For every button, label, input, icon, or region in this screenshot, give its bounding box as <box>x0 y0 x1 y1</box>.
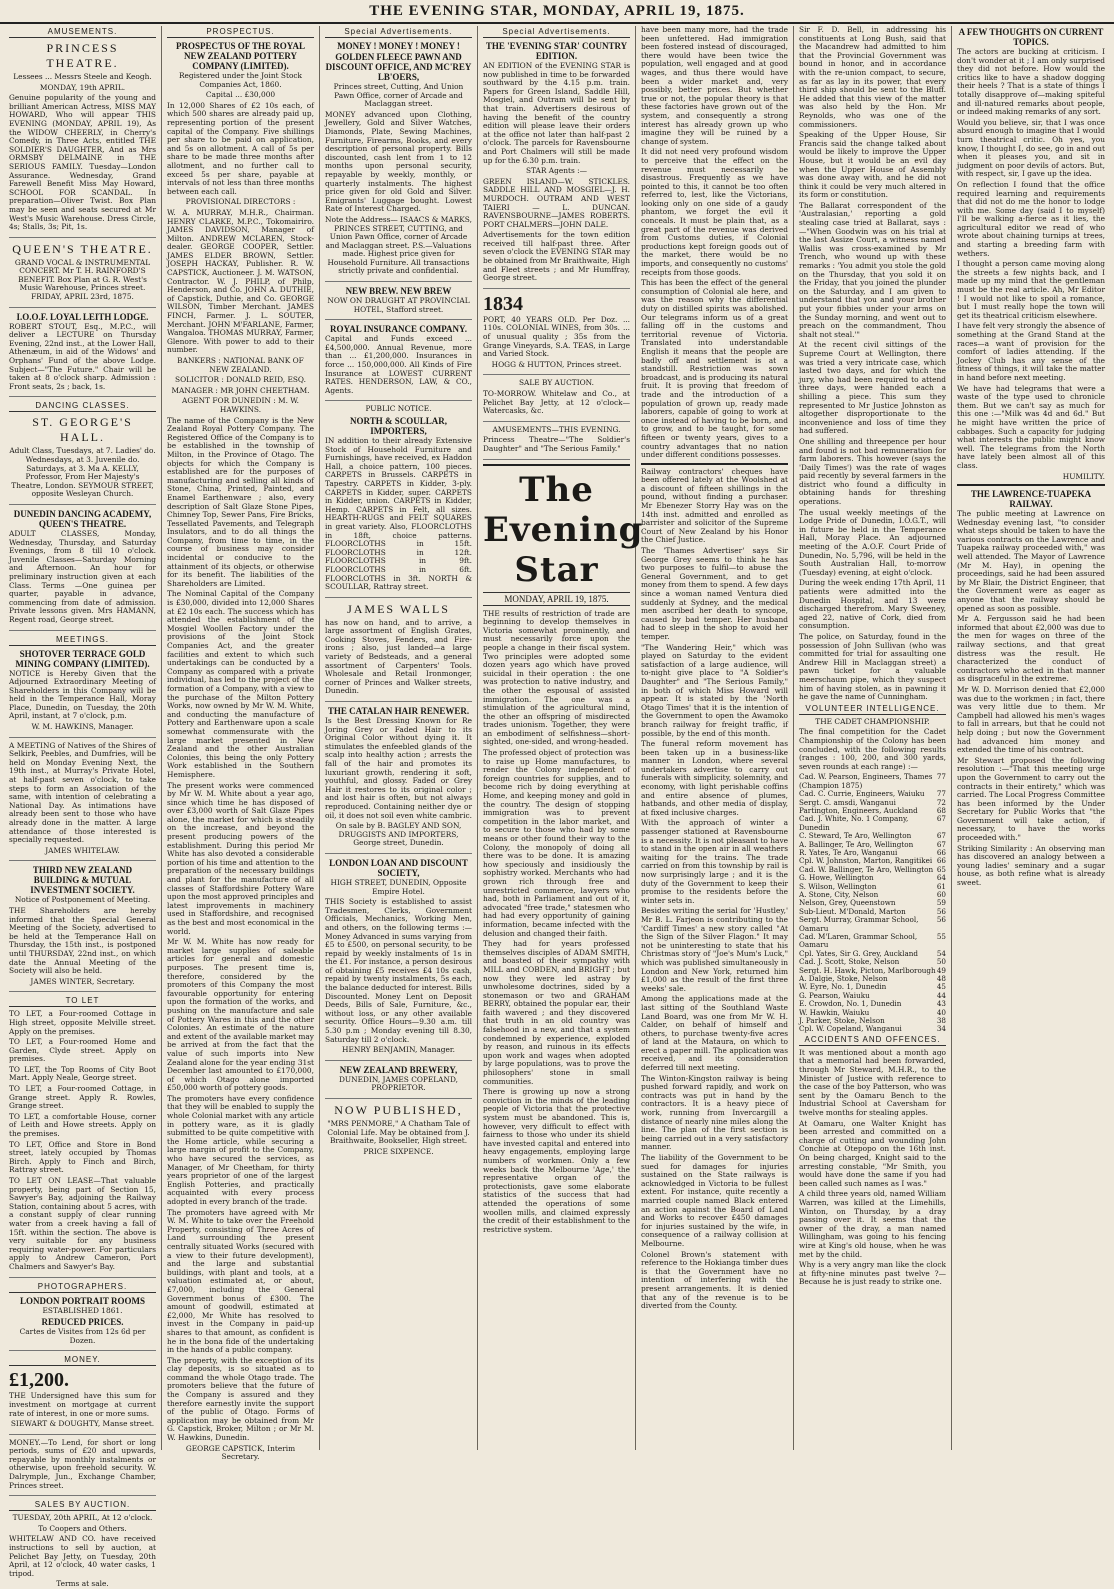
cadet-name: Cpl. W. Copeland, Wanganui <box>799 1024 902 1034</box>
leader-paragraph: There is growing up now a strong conviction in the minds of the leading people of Victoria that the protective system must be abandoned. This is, however, very difficult to effect with fairness to those who under its shield have invested capital and entered into heavy engagements, employing large numbers of workmen. Only a few weeks back the Melbourne 'Age,' the representative organ of the protectionists, gave some elaborate statistics of the success that had attended the operations of some woollen mills, and claimed expressly the credit of their establishment to the restrictive system. <box>483 1087 630 1234</box>
column-amusements <box>4 26 162 1589</box>
auction-ad <box>9 1514 156 1589</box>
news-item: The liability of the Government to be sued for damages for injuries sustained on the State railways is acknowledged in Victoria to be fullest extent. For instance, quite recently a married couple named Black entered an action against the Board of Land and Works to recover £450 damages for injuries sustained by the wife, in consequence of a railway collision at Melbourne. <box>641 1153 788 1248</box>
money-amount: £1,200. <box>9 1369 69 1392</box>
ad-body: NOTICE is Hereby Given that the Adjourned Extraordinary Meeting of Shareholders in this Company will be held in the Temperance Hall, Moray Place, Dunedin, on Tuesday, the 20th April, instant, at 7 o'clock, p.m. <box>9 668 156 721</box>
news-item: The Winton-Kingston railway is being pushed forward rapidly, and work on contracts was put in hand by the contractors. It is a heavy piece of work, running from Invercargill a distance of nearly nine miles along the line. The plan of the first section is being carried out in a very satisfactory manner. <box>641 1073 788 1152</box>
solicitor: SOLICITOR : DONALD REID, ESQ. <box>175 375 306 385</box>
ad-line: Terms at sale. <box>56 1579 109 1589</box>
cadet-name: C. Steward, Te Aro, Wellington <box>799 831 912 841</box>
section-heading: PHOTOGRAPHERS. <box>9 1282 156 1293</box>
agent: AGENT FOR DUNEDIN : M. W. HAWKINS. <box>182 396 299 414</box>
ad-body: MONEY advanced upon Clothing, Jewellery, Gold and Silver Watches, Diamonds, Plate, Sewing Machines, Furniture, Firearms, Books, and every description of personal property. Bills discounted, cash lent from 1 to 12 months upon personal security, repayable by weekly, monthly, or quarterly instalments. The highest price given for old Gold and Silver. Emigrants' Luggage bought. Lowest Rate of Interest Charged. <box>325 109 472 214</box>
news-item: Among the applications made at the last sitting of the Southland Waste Land Board, was one from Mr W. H. Calder, on behalf of himself and others, to purchase twenty-five acres of land at the Mataura, on which to erect a paper mill. The application was received, and its consideration deferred till next meeting. <box>641 994 788 1073</box>
cadet-score: 45 <box>936 982 946 992</box>
news-item: During the week ending 17th April, 11 patients were admitted into the Dunedin Hospital, and 13 were discharged therefrom. Mary Sweeney, aged 22, native of Cork, died from consumption. <box>799 578 946 631</box>
ad-line: STAR Agents :— <box>525 166 588 176</box>
cadet-name: Cad. C. Currie, Engineers, Waiuku <box>799 789 925 799</box>
news-item: At the recent civil sittings of the Supreme Court at Wellington, there was tried a very intricate case, which lasted two days, and for which the jury, who had been required to attend three days, were handed each a shilling a piece. This sum they represented to Mr Justice Johnston as altogether disproportionate to the inconvenience and loss of time they had suffered. <box>799 340 946 436</box>
cadet-name: Nelson, Grey, Queenstown <box>799 898 896 908</box>
leader-paragraph: The professed object of protection was to raise up Home manufactures, to render the Colony independent of foreign countries for supplies, and to become rich by doing everything at Home, and keeping money and gold in the country. The design of stopping immigration was to prevent competition in the labor market, and to secure to those who had by some means or other found their way to the Colony, the monopoly of doing all there was to be done. It is amazing how speciously and insidiously the sophistry worked. Merchants who had grown rich through free and unrestricted commerce, lawyers who had, both in Parliament and out of it, advocated "free trade," statesmen who had had every opportunity of gaining information, became infected with the delusion and changed their faith. <box>483 748 630 938</box>
ad-body: GRAND VOCAL & INSTRUMENTAL CONCERT. Mr T. H. RAINFORD'S BENEFIT. Box Plan at G. R. West's Music Warehouse, Princes street. FRIDAY, APRIL 23rd, 1875. <box>14 257 151 302</box>
ad-signature: JAMES WINTER, Secretary. <box>30 976 135 986</box>
accidents-heading: ACCIDENTS AND OFFENCES. <box>799 1035 946 1046</box>
ad-line: SALE BY AUCTION. <box>518 378 595 388</box>
cadet-name: Cad. W. Pearson, Engineers, Thames (Champion 1875) <box>799 772 933 790</box>
article-paragraph: Mr A. Fergusson said he had been informed that about £2,000 was due to the men for wages on three of the railway sections, and that great distress was the result. He characterized the conduct of contractors who acted in that manner as disgraceful in the extreme. <box>957 614 1105 684</box>
ad-line: Princes street, Cutting, And Union Pawn Office, corner of Arcade and Maclaggan street. <box>333 82 464 109</box>
building-society-ad <box>9 865 156 992</box>
cadet-score: 65 <box>936 864 946 874</box>
ad-body: Adult Class, Tuesdays, at 7. Ladies' do. Wednesdays, at 3. Juvenile do. Saturdays, at 3. Ma A. KELLY, Professor, From Her Majesty's Theatre, London. SEYMOUR STREET, opposite Wesleyan Church. <box>9 446 156 499</box>
cadet-name: G. Howe, Wellington <box>799 873 874 883</box>
ad-line: AMUSEMENTS—THIS EVENING. <box>492 424 621 434</box>
cadet-score: 66 <box>936 847 946 857</box>
section-heading: AMUSEMENTS. <box>9 27 156 38</box>
article-paragraph: On reflection I found that the office required learning and requirements that did not do me the honor to lodge with me. Some day (said I to myself) I'll be walking a-fierce as it lies, the agricultural editor we read of who wrote about chaining turnips at trees, and starting a breeding farm with wethers. <box>957 179 1105 258</box>
prospectus-body: The promoters have agreed with Mr W. M. White to take over the Freehold Property, consisting of Three Acres of Land surrounding the present centrally situated Works (secured with a view to their future development), and the large and substantial buildings, with plant and tools, at a valuation estimated at, or about, £7,000, including the General Government bonus of £300. The amount of goodwill, estimated at £2,000, Mr White has resolved to invest in the Company in paid-up shares to that amount, as confident is he in the bona fide of the undertaking in the hands of a public company. <box>167 1207 314 1355</box>
ad-body: "MRS PENMORE," A Chatham Tale of Colonial Life. May be obtained from J. Braithwaite, Bookseller, High street. <box>327 1119 470 1146</box>
cadet-score: 72 <box>936 797 946 807</box>
cadet-score: 43 <box>936 999 946 1009</box>
cadet-score: 61 <box>936 881 946 891</box>
cadet-name: E. Crowdon, No. 1, Dunedin <box>799 999 902 1009</box>
now-published-ad <box>325 1103 472 1156</box>
ad-body: Advertisements for the town edition received till half-past three. After seven o'clock the EVENING STAR may be obtained from Mr Braithwaite, High and Fleet streets ; and Mr Humffray, George street. <box>483 230 631 283</box>
ad-body: has now on hand, and to arrive, a large assortment of English Grates, Cooking Stoves, Fenders, and Fire-irons ; also, just landed—a large variety of Bedsteads, and a general assortment of Carpenters' Tools. Wholesale and Retail Ironmonger, corner of Princes and Walker streets, Dunedin. <box>325 617 472 696</box>
cadet-name: Cpl. Yates, Sir G. Grey, Auckland <box>799 948 918 958</box>
article-paragraph: Striking Similarity : An observing man has discovered an analogy between a young ladies' seminary and a sugar house, as both refine what is already sweet. <box>957 843 1105 888</box>
ad-title: NOW PUBLISHED, <box>334 1103 463 1117</box>
ad-title: THIRD NEW ZEALAND BUILDING & MUTUAL INVESTMENT SOCIETY. <box>30 865 135 896</box>
divider <box>483 464 630 466</box>
article-signature: HUMILITY. <box>1062 471 1105 481</box>
cadet-name: Cad. W. Ballinger, Te Aro, Wellington <box>799 864 934 874</box>
section-heading: DANCING CLASSES. <box>9 401 156 412</box>
cadet-score: 67 <box>936 814 946 824</box>
sale-notice <box>483 379 630 421</box>
port-year: 1834 <box>483 292 523 315</box>
ad-body: MONEY.—To Lend, for short or long periods, sums of £20 and upwards, repayable by monthly instalments or otherwise, upon freehold security. W. Dalrymple, Jun., Exchange Chamber, Princes street. <box>9 1437 156 1490</box>
leader-paragraph: This has been the effect of the general consumption of Colonial ale here, and was the reason why the differential duty on distilled spirits was abolished. Our telegrams inform us of a great falling off in the customs and territorial revenue of Victoria. Translated into understandable English it means that the people are badly off and settlement is at a standstill. Restriction was sown broadcast, and is producing its natural fruit. It is proving that freedom of trade and the introduction of a population of grown up, ready made laborers, capable of going to work at once instead of having to be born, and to grow, and to be taught, for some fifteen or twenty years, gives to a country advantages that no nation under different conditions possesses. <box>641 278 788 460</box>
ad-title: PRINCESS THEATRE. <box>46 41 119 70</box>
money-lend-ad <box>9 1439 156 1497</box>
ad-body: WHITELAW AND CO. have received instructions to sell by auction, at Pelichet Bay Jetty, on Tuesday, 20th April, at 12 o'clock, 40 water casks, 1 tripod. <box>9 1534 156 1578</box>
cadet-score: 59 <box>936 898 946 908</box>
section-heading: TO LET <box>9 996 156 1007</box>
news-item: Why is a very angry man like the clock at fifty-nine minutes past twelve ?—Because he is just ready to strike one. <box>799 1260 946 1287</box>
ad-signature: W. M. HAWKINS, Manager. <box>31 722 134 732</box>
cadet-score: 50 <box>936 957 946 967</box>
prospectus-body: The name of the Company is the New Zealand Royal Pottery Company. The Registered Office of the Company is to be established in the township of Milton, in the Province of Otago. The objects for which the Company is established are for the purposes of manufacturing and selling all kinds of Stone, China, Printed, Painted, and Enamel Earthenware ; also, every description of Salt Glaze Stone Pipes, Chimney Top, Sewer Pans, Fire Bricks, Tessellated Pavements, and Telegraph Insulators, and to do all things the Company, from time to time, in the course of business may consider incidental or conducive to the attainment of its objects, or otherwise for its benefit. The liabilities of the Shareholders are Limited. <box>167 415 314 588</box>
ad-body: PORT, 40 YEARS OLD. Per Doz. ... 110s. COLONIAL WINES, from 30s. ... of unusual quality ; 35s from the Grange Vineyards, S.A. TEAS, in Large and Varied Stock. <box>483 314 630 359</box>
to-let-list <box>9 1010 156 1277</box>
divider <box>957 484 1105 486</box>
cadet-score: 60 <box>936 889 946 899</box>
column-prospectus <box>162 26 320 1462</box>
prospectus-capital: Capital ... £30,000 <box>205 90 276 100</box>
ad-signature: HENRY BENJAMIN, Manager. <box>342 1045 455 1055</box>
cadet-name: Cad. J. Scott, Stoke, Nelson <box>799 957 900 967</box>
section-heading: SALES BY AUCTION. <box>9 1500 156 1511</box>
news-item: "The Wandering Heir," which was played on Saturday to the evident satisfaction of a large audience, will to-night give place to "A Soldier's Daughter" and "The Serious Family," in both of which Miss Howard will appear. It is stated by the 'North Otago Times' that it is the intention of the Government to open the Awamoko branch railway for freight traffic, if possible, by the end of this month. <box>641 642 788 738</box>
news-item: It was mentioned about a month ago that a memorial had been forwarded, through Mr Steward, M.H.R., to the Minister of Justice with reference to the case of the boy Patterson, who was sent by the Oamaru Bench to the Industrial School at Caversham for twelve months for stealing apples. <box>799 1047 946 1118</box>
news-item: The funeral reform movement has been taken up in a business-like manner in London, where several undertakers advertise to carry out funerals with simplicity, solemnity, and economy, with light perishable coffins and entire absence of plumes, hatbands, and other media of display, at fixed inclusive charges. <box>641 739 788 817</box>
ad-title: JAMES WALLS <box>347 601 450 616</box>
princess-theatre-ad <box>9 41 156 238</box>
james-walls-ad <box>325 602 472 702</box>
cadet-score: 77 <box>936 772 946 782</box>
natives-meeting-ad <box>9 742 156 862</box>
ad-signature: SIEWART & DOUGHTY, Manse street. <box>10 1419 155 1429</box>
st-georges-hall-ad <box>9 415 156 505</box>
cadet-name: W. Eyre, No. 1, Dunedin <box>799 982 887 992</box>
ad-line: TUESDAY, 20th APRIL, At 12 o'clock. <box>12 1513 153 1523</box>
loan-society-ad <box>325 858 472 1061</box>
table-row <box>799 1025 946 1033</box>
ad-body: DUNEDIN, JAMES COPELAND, PROPRIETOR. <box>338 1074 459 1093</box>
cadet-intro: The final competition for the Cadet Championship of the Colony has been concluded, with the following results (ranges : 100, 200, and 300 yards, seven rounds at each range) :— <box>799 727 946 771</box>
ad-line: To Coopers and Others. <box>38 1523 127 1533</box>
leader-paragraph: They had for years professed themselves disciples of ADAM SMITH, and boasted of their sympathy with MILL and COBDEN, and BRIGHT ; but now they were led astray by unwholesome doctrines, sided by a stonemason or two and GRAHAM BERRY, obtained the popular ear, their faith wavered ; and they discovered that truth in an old country was falsehood in a new, and that a system condemned by experience, exploded by reason, and ruinous in its effects upon work and wages when adopted by large populations, was to prove the philosophers' stone in small communities. <box>483 939 630 1086</box>
prospectus-body: In 12,000 Shares of £2 10s each, of which 500 shares are already paid up, representing portion of the present capital of the Company. Five shillings per share to be paid on application, and 5s on allotment. A call of 5s per share to be made three months after allotment, and no further call to exceed 5s per share, payable at intervals of not less than three months between each call. <box>167 100 314 196</box>
cadet-heading: THE CADET CHAMPIONSHIP. <box>815 716 930 726</box>
ad-title: GOLDEN FLEECE PAWN AND DISCOUNT OFFICE, AND MC'REY LB'OERS, <box>325 52 472 82</box>
ad-body: ADULT CLASSES, Monday, Wednesday, Thursday, and Saturday Evenings, from 8 till 10 o'clock. Juvenile Classes—Saturday Morning and Afternoon. An hour for preliminary instruction given at each Class. Terms —One guinea per quarter, payable in advance, commencing from date of admission. Private lessons given. Mrs HAMANN, Regent road, George street. <box>9 528 156 624</box>
prospectus-body: The property, with the exception of its clay deposits, is so situated as to command the whole Otago trade. The promoters believe that the future of the Company is assured and they therefore earnestly invite the support of the public of Otago. Forms of application may be obtained from Mr G. Capstick, Broker, Milton ; or Mr M. W. Hawkins, Dunedin. <box>167 1355 314 1443</box>
port-wine-ad <box>483 293 630 376</box>
cadet-score: 67 <box>936 831 946 841</box>
news-item: At Oamaru, one Walter Knight has been arrested and committed on a charge of cutting and wounding John Conchie at Otepopo on the 16th inst. On being charged, Knight said to the arresting constable, "Mr Smith, you would have done the same if you had been called such names as I was." <box>799 1118 946 1188</box>
directors-list: W. A. MURRAY, M.H.R., Chairman. HENRY CLARKE, M.P.C., Tokomairiro. JAMES DAVIDSON, Manager of Milton. ANDREW MCLAREN, Stock-dealer. GEORGE COOPER, Settler. JAMES ELDER BROWN, Settler. JOSEPH HACKAY, Publisher. R. W. CAPSTICK, Auctioneer. J. M. WATSON, Contractor. W. J. PHILP, of Philp, Henderson, and Co. JOHN A. DUTHIE, of Capstick, Duthie, and Co. GEORGE WILSON, Timber Merchant. JAMES FINCH, Farmer. J. L. SOUTER, Merchant. JOHN M'FARLANE, Farmer, Wangaloa. THOMAS MURRAY, Farmer, Glenore. With power to add to their number. <box>167 207 314 355</box>
cadet-score: 64 <box>936 873 946 883</box>
cadet-score: 34 <box>936 1024 946 1034</box>
list-item: TO LET, the Top Rooms of City Boot Mart. Apply Neale, George street. <box>9 1064 156 1083</box>
queens-theatre-ad <box>9 242 156 308</box>
cadet-name: A. Dalgie, Stoke, Nelson <box>799 974 888 984</box>
news-item: A child three years old, named William Warren, was killed at the Limehills, Winton, on Thursday, by a dray passing over it. It seems that the owner of the dray, a man named Willingham, was going to his fencing wire at King's old house, when he was met by the child. <box>799 1189 946 1259</box>
article-title: THE LAWRENCE-TUAPEKA RAILWAY. <box>970 489 1092 510</box>
prospectus-body: The promoters have every confidence that they will be enabled to supply the whole Colonial market with any article in pottery ware, as it is gladly submitted to be quite competitive with the Home article, while securing a large margin of profit to the Company, who have secured the services, as Manager, of Mr Cheetham, for thirty years proprietor of one of the largest English Potteries, and practically acquainted with every process adopted in every branch of the trade. <box>167 1093 314 1206</box>
news-item: Railway contractors' cheques have been offered lately at the Woolshed at a discount of fifteen shillings in the pound, without finding a purchaser. Mr Ebenezer Storry Hay was on the 14th inst. admitted and enrolled as barrister and solicitor of the Supreme Court of New Zealand by his Honor the Chief Justice. <box>641 466 788 545</box>
ad-body: A MEETING of Natives of the Shires of Selkirk, Peebles, and Dumfries, will be held on Monday Evening Next, the 19th inst., at Murray's Private Hotel, at half-past seven o'clock, to take steps to form an Association of the same, with intention of celebrating a National Day. As intimations have already been sent to those who have already done in the matter. A large attendance of those interested is specially requested. <box>9 740 156 845</box>
article-paragraph: The public meeting at Lawrence on Wednesday evening last, "to consider what steps should be taken to have the various contracts on the Lawrence and Tuapeka railway proceeded with," was well attended. The Mayor of Lawrence (Mr M. Hay), in opening the proceedings, said he had been assured by Mr Blair, the District Engineer, that the Government were as eager as anyone that the railway should be opened as soon as possible. <box>957 509 1105 613</box>
column-leader-continued <box>636 26 794 1450</box>
ad-body: NOW ON DRAUGHT AT PROVINCIAL HOTEL, Stafford street. <box>327 296 470 314</box>
prospectus-body: The Nominal Capital of the Company is £30,000, divided into 12,000 Shares at £2 10s each. The success which has attended the establishment of the Mosgiel Woollen Factory under the provisions of the Joint Stock Companies Act, and the greater facilities and extent to which such undertakings can be conducted by a Company as compared with a private individual, has led to the project of the formation of a Company, with a view to the purchase of the Milton Pottery Works, now owned by Mr W. M. White, and conducting the manufacture of Pottery and Earthenware upon a scale somewhat commensurate with the large market presented in New Zealand and the other Australian Colonies, this being the only Pottery Work established in the Southern Hemisphere. <box>167 589 314 779</box>
ad-title: LONDON PORTRAIT ROOMS <box>19 1295 146 1306</box>
leader-paragraph: THE results of restriction of trade are beginning to develop themselves in Victoria somewhat prominently, and must necessarily force upon the people a change in their fiscal system. Two principles were adopted some dozen years ago which have proved suicidal in their operation : the one was protection to native industry, and the other the espousal of assisted immigration. The one was a stimulation of the agricultural mind, the other an offspring of misdirected trades unionism. Together, they were an embodiment of selfishness—short-sighted, one-sided, and wrong-headed. <box>483 608 630 747</box>
article-paragraph: I have felt very strongly the absence of something at the Grand Stand at the races—a want of provision for the comfort of ladies attending. If the Jockey Club has any sense of the fitness of things, it will take the matter in hand before next meeting. <box>957 321 1105 382</box>
section-heading: Special Advertisements. <box>483 27 630 38</box>
prospectus-body: Mr W. M. White has now ready for market large supplies of saleable articles for general and domestic purposes. The present time is, therefore, considered by the promoters of this Company the most favourable opportunity for entering upon the formation of the works, and pushing on the manufacture and sale of Pottery Wares in this and the other Colonies. An estimate of the nature and extent of the available market may be arrived at from the fact that the value of such imports into New Zealand alone for the year ending 31st December last amounted to £170,000, of which Otago alone imported £50,000 worth of pottery goods. <box>167 937 314 1093</box>
ad-signature: JAMES WHITELAW. <box>45 845 120 855</box>
manager: MANAGER : MR JOHN CHEETHAM. <box>171 385 310 395</box>
section-heading: Special Advertisements. <box>325 27 472 38</box>
country-edition-ad <box>483 41 630 289</box>
cadet-score: 38 <box>936 1016 946 1026</box>
list-item: TO LET ON LEASE—That valuable property, being part of Section 15, Sawyer's Bay, adjoining the Railway Station, containing about 5 acres, with a constant supply of clear running water from a creek having a fall of 15ft. within the section. The above is very suitable for any business requiring water-power. For particulars apply to Andrew Cameron, Port Chalmers and Sawyer's Bay. <box>9 1176 156 1271</box>
ad-line: MONDAY, 19th APRIL. <box>39 82 126 92</box>
ad-body: Note the Address— ISAACS & MARKS, PRINCES STREET, CUTTING, and Union Pawn Office, corner of Arcade and Maclaggan street. P.S.—Valuations made. Highest price given for Household Furniture. All transactions strictly private and confidential. <box>325 214 472 276</box>
bankers: BANKERS : NATIONAL BANK OF NEW ZEALAND. <box>177 356 304 374</box>
ad-title: MONEY ! MONEY ! MONEY ! <box>337 41 460 51</box>
ad-line: PUBLIC NOTICE. <box>365 404 432 414</box>
article-paragraph: Would you believe, sir, that I was once absurd enough to imagine that I would turn theatrical critic. Oh yes, you know, I thought I, do see, go in and out when it pleases you, and sit in judgment on poor devils of actors. But, with respect, sir, I gave up the idea. <box>957 117 1105 179</box>
ad-title: LONDON LOAN AND DISCOUNT SOCIETY, <box>329 857 468 878</box>
list-item: TO LET, Office and Store in Bond street, lately occupied by Thomas Birch. Apply to Finch and Birch, Rattray street. <box>9 1139 156 1175</box>
list-item: TO LET, a comfortable House, corner of Leith and Howe streets. Apply on the premises. <box>9 1111 156 1139</box>
news-item: Sir F. D. Bell, in addressing his constituents at Long Bush, said that the Macandrew had admitted to him that the Provincial Government was bound in honor, and in accordance with the re-union compact, to secure, as far as lay in its power, that every third ship should be sent to the Bluff. He added that this view of the matter was also held by the Hon. Mr Reynolds, who was one of the commissioners. <box>799 25 946 129</box>
money-ad <box>9 1369 156 1434</box>
portrait-rooms-ad <box>9 1296 156 1352</box>
prospectus-signature: GEORGE CAPSTICK, Interim Secretary. <box>185 1443 296 1462</box>
cadet-score: 68 <box>936 805 946 815</box>
section-heading: PROSPECTUS. <box>167 27 314 38</box>
ad-line: ESTABLISHED 1861. <box>42 1305 123 1315</box>
news-item: The usual weekly meetings of the Lodge Pride of Dunedin, I.O.G.T., will in future be held in the Temperance Hall, Moray Place. An adjourned meeting of the A.O.F. Court Pride of Dunedin, No. 5,796, will be held in the South Australian Hall, to-morrow (Tuesday) evening, at eight o'clock. <box>799 507 946 577</box>
cadet-score: 44 <box>936 990 946 1000</box>
ad-title: THE CATALAN HAIR RENEWER. <box>327 706 470 717</box>
cadet-name: Sergt. Murray, Grammar School, Oamaru <box>799 915 919 933</box>
paper-dateline: MONDAY, APRIL 19, 1875. <box>483 592 630 606</box>
ad-title: DUNEDIN DANCING ACADEMY, QUEEN'S THEATRE. <box>13 508 152 529</box>
ad-title: ROYAL INSURANCE COMPANY. <box>330 324 467 335</box>
ad-title: QUEEN'S THEATRE. <box>12 241 153 256</box>
ad-title: NORTH & SCOULLAR, IMPORTERS, <box>350 416 447 436</box>
ad-line: HIGH STREET, DUNEDIN, Opposite Empire Hotel. <box>330 877 467 896</box>
news-item: Besides writing the serial for 'Hustley,' Mr B. L. Farjeon is contributing to the 'Cardiff Times' a new story called "At the Sign of the Silver Flagon." It may not be uninteresting to state that his Christmas story of "Joe's Mum's Luck," which was published simultaneously in London and New York, returned him £1,000 as the result of the first three weeks' sale. <box>641 906 788 993</box>
section-heading: MONEY. <box>9 1355 156 1366</box>
ad-body: Princess Theatre—"The Soldier's Daughter" and "The Serious Family." <box>483 435 630 453</box>
leader-paragraph: It did not need very profound wisdom to perceive that the effect on the revenue must necessarily be disastrous. Frequently as we have pointed to this, it cannot be too often referred to, lest, like the Victorians, looking only on one side of a gaudy phantom, we forget the evil it conceals. It must be plain that, as a great part of the revenue was derived from Customs duties, if Colonial productions kept foreign goods out of the market, there would be no imports, and consequently no customs' receipts from those goods. <box>641 147 788 277</box>
divider <box>641 463 788 465</box>
prospectus-body: The present works were commenced by Mr W. M. White about a year ago, since which time he has disposed of over £3,000 worth of Salt Glaze Pipes alone, the market for which is steadily on the increase, and beyond the present producing powers of the establishment. During this period Mr White has also devoted a considerable portion of his time and attention to the preparation of the necessary buildings and plant for the manufacture of all classes of Staffordshire Pottery Ware upon the most approved principles and latest improvements in machinery used in Staffordshire, and recognised as the best and most economical in the world. <box>167 780 314 936</box>
cadet-name: Sergt. H. Hawk, Picton, Marlborough <box>799 965 936 975</box>
volunteer-heading: VOLUNTEER INTELLIGENCE. <box>799 704 946 715</box>
cadet-name: W. Hawkin, Waiuku <box>799 1007 870 1017</box>
section-heading: MEETINGS. <box>9 635 156 646</box>
news-item: The 'Thames Advertiser' says Sir George Grey seems to think he has two purposes to fulfil—to abuse the General Government, and to get money from them to spend. A few days since a woman named Ventura died suddenly at Sydney, and the medical men ascribed her death to syncope, caused by bad temper. Her husband had to sleep in the shop to avoid her temper. <box>641 546 788 641</box>
ad-title: ST. GEORGE'S HALL. <box>32 415 133 445</box>
paper-title: The Evening Star <box>483 469 644 590</box>
ad-body: Is the Best Dressing Known for Re Joring Grey or Faded Hair to its Original Color without dying it. It stimulates the enfeebled glands of the scalp into healthy action ; arrests the fall of the hair and promotes its luxuriant growth, rendering it soft, youthful, and glossy. Faded or Grey Hair it restores to its original color ; and lost hair is often, but not always reproduced. Containing neither dye or oil, it does not soil even white cambric. <box>325 716 472 820</box>
ad-body: THIS Society is established to assist Tradesmen, Clerks, Government Officials, Mechanics, Working Men, and others, on the following terms :— Money Advanced in sums varying from £5 to £500, on personal security, to be repaid by weekly instalments of 1s in the £1. For instance, a person desirous of obtaining £5 receives £4 10s cash, repaid by twenty instalments, 5s each, the balance deducted for interest. Bills Discounted. Money Lent on Deposit Deeds, Bills of Sale, Furniture, &c., without loss, or any other available security. Office Hours—9.30 a.m. till 5.30 p.m ; Monday evening till 8.30, Saturday till 2 o'clock. <box>325 897 472 1044</box>
ad-subtitle: Notice of Postponement of Meeting. <box>14 895 151 905</box>
north-scoullar-ad <box>325 405 472 597</box>
cadet-score: 66 <box>936 856 946 866</box>
columns <box>4 25 1110 1589</box>
article-title: A FEW THOUGHTS ON CURRENT TOPICS. <box>958 27 1104 47</box>
ad-body: THE Undersigned have this sum for investment on mortgage at current rate of interest, in one or more sums. <box>9 1391 156 1418</box>
masthead <box>0 0 1114 24</box>
cadet-name: S. Wilson, Wellington <box>799 881 877 891</box>
ad-body: IN addition to their already Extensive Stock of Household Furniture and Furnishings, have received, ex Haddon Hall, a choice pattern, 100 pieces. CARPETS in Brussels. CARPETS in Tapestry. CARPETS in Kidder, 3-ply. CARPETS in Kidder, super. CARPETS in Kidder, union. CARPETS in Kidder, Hemp. CARPETS in Felt, all sizes. HEARTH-RUGS and FELT SQUARES in great variety. Also, FLOORCLOTHS in 18ft, choice patterns. FLOORCLOTHS in 15ft. FLOORCLOTHS in 12ft. FLOORCLOTHS in 9ft. FLOORCLOTHS in 6ft. FLOORCLOTHS in 3ft. NORTH & SCOULLAR, Rattray street. <box>325 436 472 592</box>
article-paragraph: I thought a person came moving along the streets a few nights back, and I made up my mind that the gentleman must be the real article. Ah, Mr Editor ! I would not like to spoil a romance, but I must really hope the town will get its theatrical criticism elsewhere. <box>957 259 1105 320</box>
dancing-academy-ad <box>9 509 156 631</box>
hair-renewer-ad <box>325 706 472 854</box>
prospectus-title: PROSPECTUS OF THE ROYAL NEW ZEALAND POTTERY COMPANY (LIMITED). <box>176 41 305 71</box>
ad-body: AN EDITION of the EVENING STAR is now published in time to be forwarded southward by the 4.15 p.m. train. Papers for Green Island, Saddle Hill, Mosgiel, and Outram will be sent by that train. Advertisers desirous of having the benefit of the country edition will please leave their orders at the office not later than half-past 2 o'clock. The parcels for Ravensbourne and Port Chalmers will still be made up for the 6.30 p.m. train. <box>483 61 630 165</box>
cadet-name: Sub-Lieut. M'Donald, Marton <box>799 906 906 916</box>
pawn-office-ad <box>325 41 472 282</box>
masthead-title: THE EVENING STAR, MONDAY, APRIL 19, 1875. <box>369 2 745 19</box>
article-paragraph: The actors are bucking at criticism. I don't wonder at it ; I am only surprised they did not before. How would the critics like to have a shadow dogging their heels ? That is a state of things I totally disapprove of—making spiteful and ill-natured remarks about people, or indeed making remarks of any sort. <box>957 47 1105 117</box>
ad-price: PRICE SIXPENCE. <box>363 1146 434 1156</box>
cadet-name: J. Parker, Stoke, Nelson <box>799 1016 885 1026</box>
cadet-name: Cad. M'Laren, Grammar School, Oamaru <box>799 932 918 950</box>
prospectus-registration: Registered under the Joint Stock Companies Act, 1860. <box>178 71 303 89</box>
news-item: One shilling and threepence per hour and found is not bad remuneration for farm laborers. This however (says the 'Daily Times') was the rate of wages paid recently by several farmers in the district who found a difficulty in obtaining hands for threshing operations. <box>799 436 946 507</box>
article-paragraph: Mr Stewart proposed the following resolution :—"That this meeting urge upon the Government to carry out the contracts in their entirety," which was carried. The Local Progress Committee has been informed by the Under Secretary for Public Works that "the Government will take action, if necessary, to have the works proceeded with." <box>957 755 1105 843</box>
cadet-score: 48 <box>936 974 946 984</box>
cadet-name: Cad. J. White, No. 1 Company, Dunedin <box>799 814 909 832</box>
cadet-score: 56 <box>936 915 946 925</box>
directors-heading: PROVISIONAL DIRECTORS : <box>185 197 296 207</box>
news-item: With the approach of winter a passenger stationed at Ravensbourne is a necessity. It is not pleasant to have to stand in the open air in all weathers waiting for the trains. The trade carried on from this township by rail is now surprisingly large ; and it is the duty of the Government to keep their promise to the residents before the winter sets in. <box>641 818 788 905</box>
ad-body: ROBERT STOUT, Esq., M.P.C., will deliver a LECTURE on Thursday Evening, 22nd inst., at the Lower Hall, Athenæum, in aid of the Widows' and Orphans' Fund of the above Lodge. Subject—"The Future." Chair will be taken at 8 o'clock sharp. Admission : Front seats, 2s ; back, 1s. <box>9 321 156 391</box>
cadet-score: 49 <box>936 965 946 975</box>
news-item: The Ballarat correspondent of the 'Australasian,' reporting a gold stealing case tried at Ballarat, says :—"When Goodwin was on his trial at the last Assize Court, a witness named Wallis was cross-examined by Mr Trench, who wound up with these remarks : 'You admit you stole the gold on the Thursday, that you sold it on the Friday, that you joined the plunder on the Saturday, and I am given to understand that you and your brother put your fibbies under your arms on the Sunday morning, and went out to preach on the commandment, Thou shalt not steal.'" <box>799 200 946 339</box>
table-row <box>799 916 946 933</box>
list-item: TO LET, a Four-roomed Cottage, in Grange street. Apply R. Rowles, Grange street. <box>9 1084 156 1111</box>
ad-title: SHOTOVER TERRACE GOLD MINING COMPANY (LIMITED). <box>15 648 150 669</box>
ad-body: THE Shareholders are hereby informed that the Special General Meeting of the Society, advertised to be held at the Temperance Hall on Thursday, the 15th inst., is postponed until THURSDAY, 22nd inst., on which date the Annual Meeting of the Society will also be held. <box>9 905 156 976</box>
agents-list: GREEN ISLAND—W. STICKLES. SADDLE HILL AND MOSGIEL—J. H. MURDOCH. OUTRAM AND WEST TAIERI — L. DUNCAN. RAVENSBOURNE—JAMES ROBERTS. PORT CHALMERS—JOHN DALE. <box>483 176 630 229</box>
table-row <box>799 815 946 832</box>
ad-line: REDUCED PRICES. <box>41 1317 124 1328</box>
column-news <box>794 26 952 1450</box>
news-item: Speaking of the Upper House, Sir Francis said the change talked about would be likely to improve the Upper House, but it would be an evil day when the Upper House of Assembly was done away with, and he did not think it could be very much altered in its form or constitution. <box>799 130 946 200</box>
list-item: TO LET, a Four-roomed Home and Garden, Clyde street. Apply on premises. <box>9 1037 156 1064</box>
cadet-results-table <box>799 773 946 1034</box>
column-special-ads-1 <box>320 26 478 1450</box>
cadet-score: 56 <box>936 906 946 916</box>
leader-paragraph: have been many more, had the trade been unfettered. Had immigration been fostered instead of discouraged, there would have been twice the population, well engaged and at good wages, and thus there would have been a wider market and, very possibly, better prices. But whether true or not, the popular theory is that these factories have grown out of the system, and consequently a strong interest has already grown up who imagine they will be ruined by a change of system. <box>641 25 788 146</box>
royal-insurance-ad <box>325 324 472 401</box>
ad-body: Genuine popularity of the young and brilliant American Actress, MISS MAY HOWARD, Who will appear THIS EVENING (MONDAY, APRIL 19), As the WIDOW CHEERLY, in Cherry's Comedy, in Three Acts, entitled THE SOLDIER'S DAUGHTER, And as Mrs ORMSBY DELMAINE in THE SERIOUS FAMILY. Tuesday—London Assurance. Wednesday, Grand Farewell Benefit Miss May Howard, SCHOOL FOR SCANDAL. In preparation—Oliver Twist. Box Plan may be seen and seats secured at Mr West's Music Warehouse. Dress Circle, 4s; Stalls, 3s; Pit, 1s. <box>9 93 156 232</box>
ad-title: NEW ZEALAND BREWERY, <box>339 1064 458 1075</box>
cadet-name: A. Ballinger, Te Aro, Wellington <box>799 839 914 849</box>
nz-brewery-ad <box>325 1065 472 1099</box>
cadet-name: G. Pearson, Waiuku <box>799 990 870 1000</box>
list-item: TO LET, a Four-roomed Cottage in High street, opposite Melville street. Apply on the premises. <box>9 1009 156 1036</box>
article-paragraph: Mr W. D. Morrison denied that £2,000 was due to the workmen ; in fact, there was very little due to them. Mr Campbell had allowed his men's wages to fall in arrears, but that he could not help doing ; but now the Government had advanced him money and extended the time of his contract. <box>957 684 1105 755</box>
ad-body: TO-MORROW. Whitelaw and Co., at Pelichet Bay Jetty, at 12 o'clock—Watercasks, &c. <box>483 389 630 416</box>
news-item: The police, on Saturday, found in the possession of John Sullivan (who was committed for trial for assaulting one Andrew Hill in Maclaggan street) a pawn ticket for a valuable meerschaum pipe, which they suspect him of having stolen, as in pawning it he gave the name of Cunningham. <box>799 631 946 702</box>
ad-title: THE 'EVENING STAR' COUNTRY EDITION. <box>485 41 628 61</box>
article-paragraph: We have had telegrams that were a waste of the type used to chronicle them. But we can't say as much for this one :—"Milk was 4d and 6d." But he might have written the price of cabbages. Such a capacity for judging what interests the public might know well. The telegrams from the North have lately been almost all of this class. <box>957 383 1105 470</box>
new-brew-ad <box>325 286 472 320</box>
shotover-ad <box>9 649 156 738</box>
ad-title: I.O.O.F. LOYAL LEITH LODGE. <box>16 311 149 322</box>
news-item: Colonel Brown's statement with reference to the Hokianga timber dues is that the Government have no intention of interfering with the present arrangements. It is denied that any of the revenue is to be diverted from the County. <box>641 1249 788 1311</box>
column-special-ads-2 <box>478 26 644 1450</box>
cadet-score: 67 <box>936 839 946 849</box>
cadet-score: 55 <box>936 932 946 941</box>
cadet-name: A. Stone, City, Nelson <box>799 889 879 899</box>
ad-signature: On sale by B. BAGLEY AND SON, DRUGGISTS AND IMPORTERS, George street, Dunedin. <box>335 821 462 848</box>
ad-line: Cartes de Visites from 12s 6d per Dozen. <box>19 1327 146 1345</box>
ad-title: NEW BREW. NEW BREW <box>345 286 452 297</box>
cadet-score: 77 <box>936 789 946 799</box>
cadet-name: Partington, Engineers, Auckland <box>799 805 918 815</box>
cadet-score: 54 <box>936 948 946 958</box>
column-thoughts <box>952 26 1110 1450</box>
amusements-notice <box>483 426 630 460</box>
cadet-name: Sergt. C. amsdi, Wanganui <box>799 797 896 807</box>
cadet-name: R. Yates, Te Aro, Wanganui <box>799 847 898 857</box>
ad-line: Lessees ... Messrs Steele and Keogh. <box>13 72 152 81</box>
ad-signature: HOGG & HUTTON, Princes street. <box>491 359 622 369</box>
table-row <box>799 773 946 790</box>
ad-body: Capital and Funds exceed ... £4,500,000. Annual Revenue, more than ... £1,200,000. Insurances in force ... 150,000,000. All Kinds of Fire Insurance at LOWEST CURRENT RATES. HENDERSON, LAW, & CO., Agents. <box>325 334 472 395</box>
cadet-score: 40 <box>936 1007 946 1017</box>
table-row <box>799 933 946 950</box>
lodge-ad <box>9 312 156 398</box>
cadet-name: Cpl. W. Johnston, Marton, Rangitikei <box>799 856 933 866</box>
